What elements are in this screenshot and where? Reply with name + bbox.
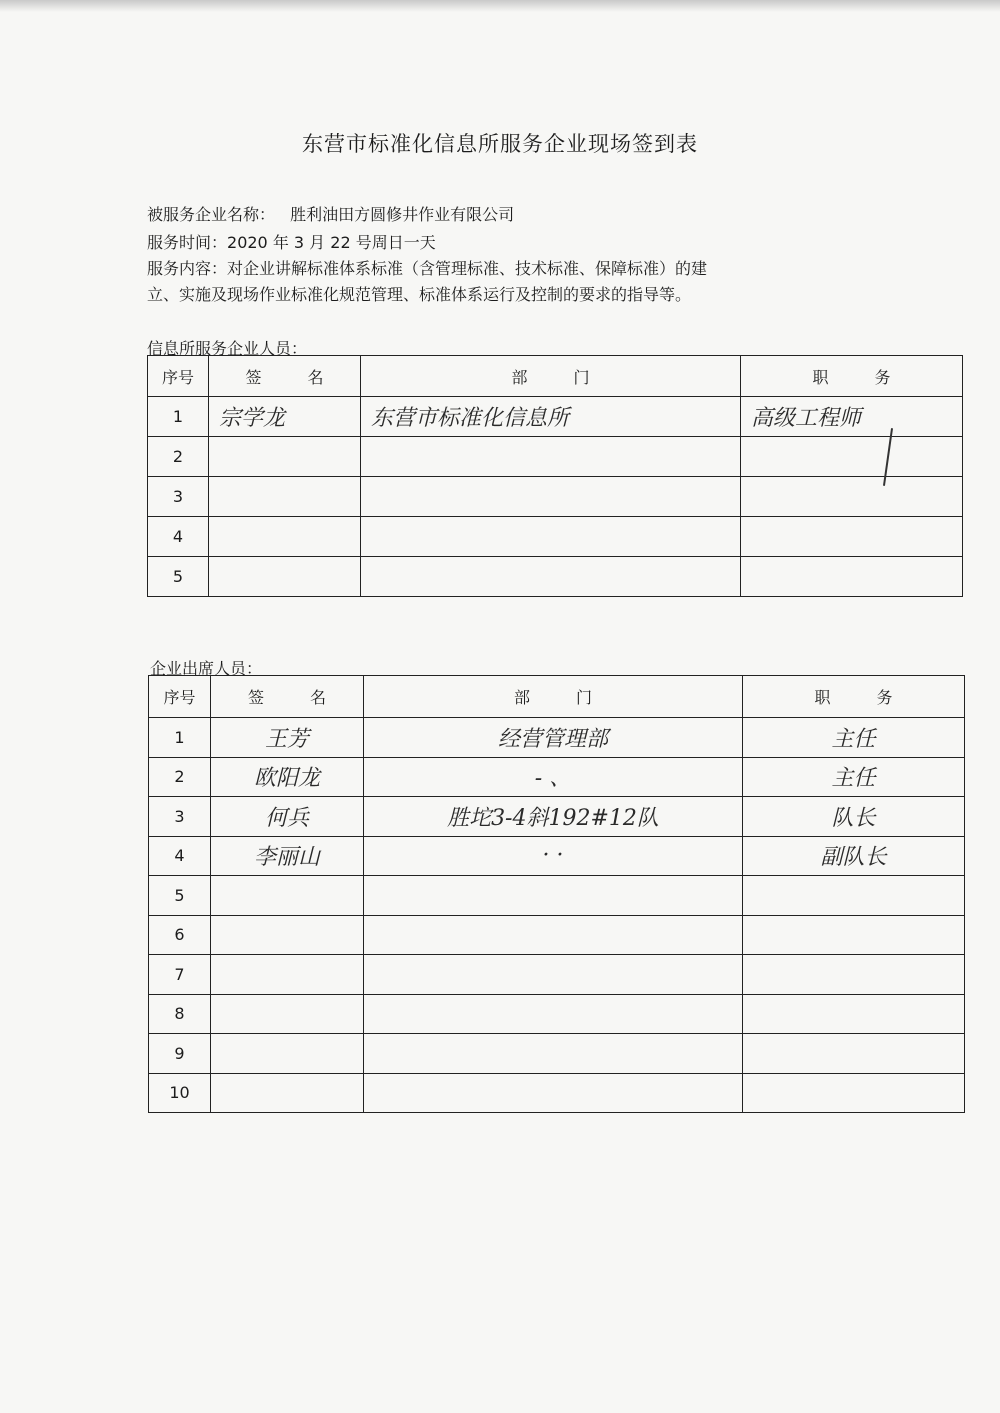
position-cell: 高级工程师 [741, 397, 963, 437]
company-section-label: 企业出席人员： [150, 659, 263, 678]
row-index: 5 [148, 557, 209, 597]
company-value: 胜利油田方圆修井作业有限公司 [290, 205, 515, 224]
position-cell: 主任 [743, 757, 965, 797]
table-row [149, 836, 965, 876]
signature-cell: 李丽山 [211, 836, 364, 876]
table-row [149, 876, 965, 916]
content-text-1: 对企业讲解标准体系标准（含管理标准、技术标准、保障标准）的建 [227, 259, 708, 278]
department-cell: - 、 [364, 757, 743, 797]
position-cell [741, 477, 963, 517]
institute-table [147, 355, 963, 597]
row-index: 2 [149, 757, 211, 797]
position-cell [743, 876, 965, 916]
row-index: 6 [149, 915, 211, 955]
table-row [148, 477, 963, 517]
company-line [147, 202, 514, 225]
table-row [149, 797, 965, 837]
signature-cell: 王芳 [211, 718, 364, 758]
institute-section-label: 信息所服务企业人员： [147, 339, 308, 358]
department-cell: 经营管理部 [364, 718, 743, 758]
header-position: 职 务 [741, 356, 963, 397]
page-title: 东营市标准化信息所服务企业现场签到表 [302, 132, 698, 156]
institute-header-row [148, 356, 963, 397]
department-cell: 胜坨3-4斜192#12队 [364, 797, 743, 837]
header-index: 序号 [149, 676, 211, 718]
signature-cell [211, 994, 364, 1034]
table-row [148, 557, 963, 597]
signature-cell [209, 517, 361, 557]
position-cell [741, 557, 963, 597]
header-position: 职 务 [743, 676, 965, 718]
header-department: 部 门 [364, 676, 743, 718]
table-row [149, 994, 965, 1034]
department-cell: · · [364, 836, 743, 876]
row-index: 10 [149, 1073, 211, 1113]
content-text-2: 立、实施及现场作业标准化规范管理、标准体系运行及控制的要求的指导等。 [147, 285, 692, 304]
department-cell [361, 437, 741, 477]
position-cell [743, 1073, 965, 1113]
signature-cell [211, 915, 364, 955]
row-index: 4 [148, 517, 209, 557]
department-cell [364, 876, 743, 916]
row-index: 3 [149, 797, 211, 837]
table-row [148, 397, 963, 437]
table-row [148, 517, 963, 557]
signature-cell [209, 557, 361, 597]
row-index: 9 [149, 1034, 211, 1074]
table-row [149, 1073, 965, 1113]
header-department: 部 门 [361, 356, 741, 397]
row-index: 8 [149, 994, 211, 1034]
department-cell [364, 955, 743, 995]
position-cell [743, 955, 965, 995]
signature-cell [211, 1073, 364, 1113]
row-index: 1 [148, 397, 209, 437]
signature-cell: 欧阳龙 [211, 757, 364, 797]
position-cell [743, 1034, 965, 1074]
department-cell: 东营市标准化信息所 [361, 397, 741, 437]
table-row [149, 1034, 965, 1074]
table-row [149, 955, 965, 995]
department-cell [361, 477, 741, 517]
table-row [149, 915, 965, 955]
time-value: 2020 年 3 月 22 号周日一天 [227, 233, 436, 252]
department-cell [364, 994, 743, 1034]
row-index: 3 [148, 477, 209, 517]
signature-cell: 宗学龙 [209, 397, 361, 437]
row-index: 1 [149, 718, 211, 758]
content-line-2 [147, 282, 691, 305]
row-index: 7 [149, 955, 211, 995]
signature-cell [209, 437, 361, 477]
department-cell [364, 1034, 743, 1074]
department-cell [361, 517, 741, 557]
department-cell [364, 915, 743, 955]
content-line-1 [147, 256, 707, 279]
header-index: 序号 [148, 356, 209, 397]
signature-cell [209, 477, 361, 517]
table-row [149, 757, 965, 797]
signature-cell [211, 955, 364, 995]
position-cell [743, 994, 965, 1034]
signature-cell [211, 1034, 364, 1074]
position-cell [741, 437, 963, 477]
company-header-row [149, 676, 965, 718]
time-line [147, 230, 436, 253]
table-row [149, 718, 965, 758]
company-label: 被服务企业名称： [147, 205, 276, 224]
company-table [148, 675, 965, 1113]
header-signature: 签 名 [211, 676, 364, 718]
signature-cell: 何兵 [211, 797, 364, 837]
table-row [148, 437, 963, 477]
department-cell [361, 557, 741, 597]
header-signature: 签 名 [209, 356, 361, 397]
position-cell: 主任 [743, 718, 965, 758]
signature-cell [211, 876, 364, 916]
content-label: 服务内容： [147, 259, 228, 278]
position-cell: 队长 [743, 797, 965, 837]
position-cell [741, 517, 963, 557]
position-cell: 副队长 [743, 836, 965, 876]
row-index: 4 [149, 836, 211, 876]
row-index: 5 [149, 876, 211, 916]
position-cell [743, 915, 965, 955]
row-index: 2 [148, 437, 209, 477]
time-label: 服务时间： [147, 233, 228, 252]
scan-edge [0, 0, 1000, 12]
department-cell [364, 1073, 743, 1113]
